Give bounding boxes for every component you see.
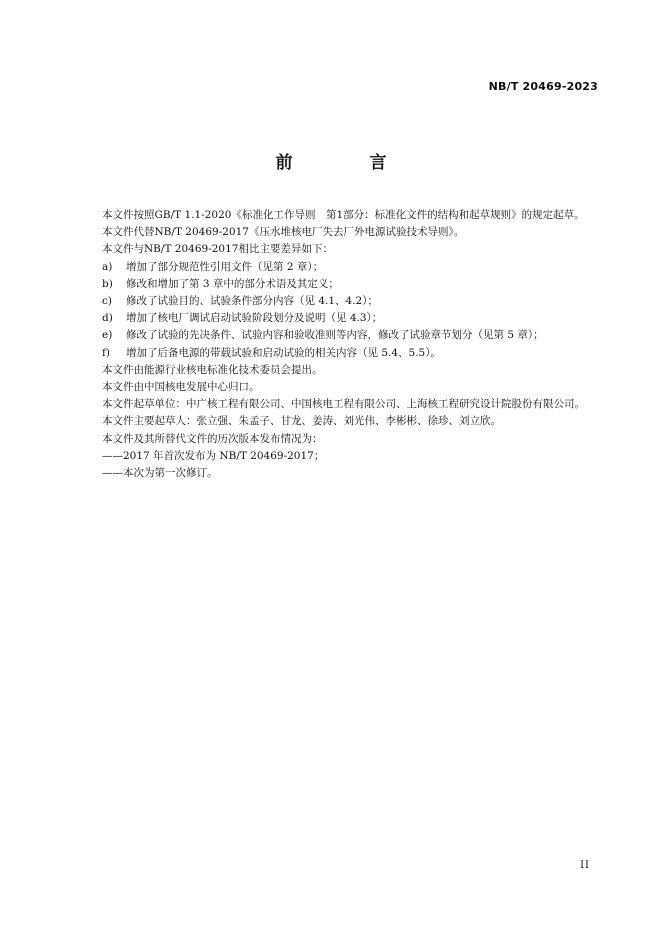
list-item-text: 增加了后备电源的带载试验和启动试验的相关内容（见 5.4、5.5）。 <box>126 346 441 359</box>
change-item-f <box>81 345 601 362</box>
list-item-text: 增加了部分规范性引用文件（见第 2 章）； <box>126 260 324 273</box>
list-item-text: 修改了试验目的、试验条件部分内容（见 4.1、4.2）； <box>126 295 378 308</box>
page-number: II <box>580 860 590 871</box>
paragraph-history-intro: 本文件及其所替代文件的历次版本发布情况为： <box>102 432 323 445</box>
change-item-a <box>81 259 601 276</box>
change-item-c <box>81 293 601 310</box>
paragraph-basis: 本文件按照GB/T 1.1-2020《标准化工作导则 第1部分：标准化文件的结构和起草规则》的规定起草。 <box>102 209 585 221</box>
document-code: NB/T 20469-2023 <box>488 80 598 93</box>
paragraph-differences-intro: 本文件与NB/T 20469-2017相比主要差异如下： <box>102 243 333 256</box>
paragraph-administered-by: 本文件由中国核电发展中心归口。 <box>102 381 260 394</box>
list-marker: c) <box>102 295 112 308</box>
list-item-text: 修改了试验的先决条件、试验内容和验收准则等内容，修改了试验章节划分（见第 5 章）； <box>126 329 544 342</box>
paragraph-drafters: 本文件主要起草人：张立强、朱孟子、甘龙、姜涛、刘光伟、李彬彬、徐珍、刘立欣。 <box>102 415 501 428</box>
change-item-d <box>81 310 601 327</box>
change-item-e <box>81 327 601 344</box>
paragraph-replaces: 本文件代替NB/T 20469-2017《压水堆核电厂失去厂外电源试验技术导则》。 <box>102 226 465 239</box>
list-item-text: 增加了核电厂调试启动试验阶段划分及说明（见 4.3）； <box>126 312 383 325</box>
list-item-text: 修改和增加了第 3 章中的部分术语及其定义； <box>126 277 339 290</box>
history-item-first: ——2017 年首次发布为 NB/T 20469-2017； <box>102 449 325 462</box>
foreword-body <box>81 207 601 482</box>
list-marker: b) <box>102 277 113 290</box>
list-marker: f) <box>102 346 110 359</box>
change-item-b <box>81 276 601 293</box>
list-marker: a) <box>102 260 113 273</box>
paragraph-proposed-by: 本文件由能源行业核电标准化技术委员会提出。 <box>102 363 323 376</box>
page-title: 前 言 <box>275 153 417 173</box>
list-marker: d) <box>102 312 113 325</box>
list-marker: e) <box>102 329 113 342</box>
history-item-current: ——本次为第一次修订。 <box>102 467 218 480</box>
paragraph-drafting-units: 本文件起草单位：中广核工程有限公司、中国核电工程有限公司、上海核工程研究设计院股份有限公司。 <box>102 398 585 411</box>
